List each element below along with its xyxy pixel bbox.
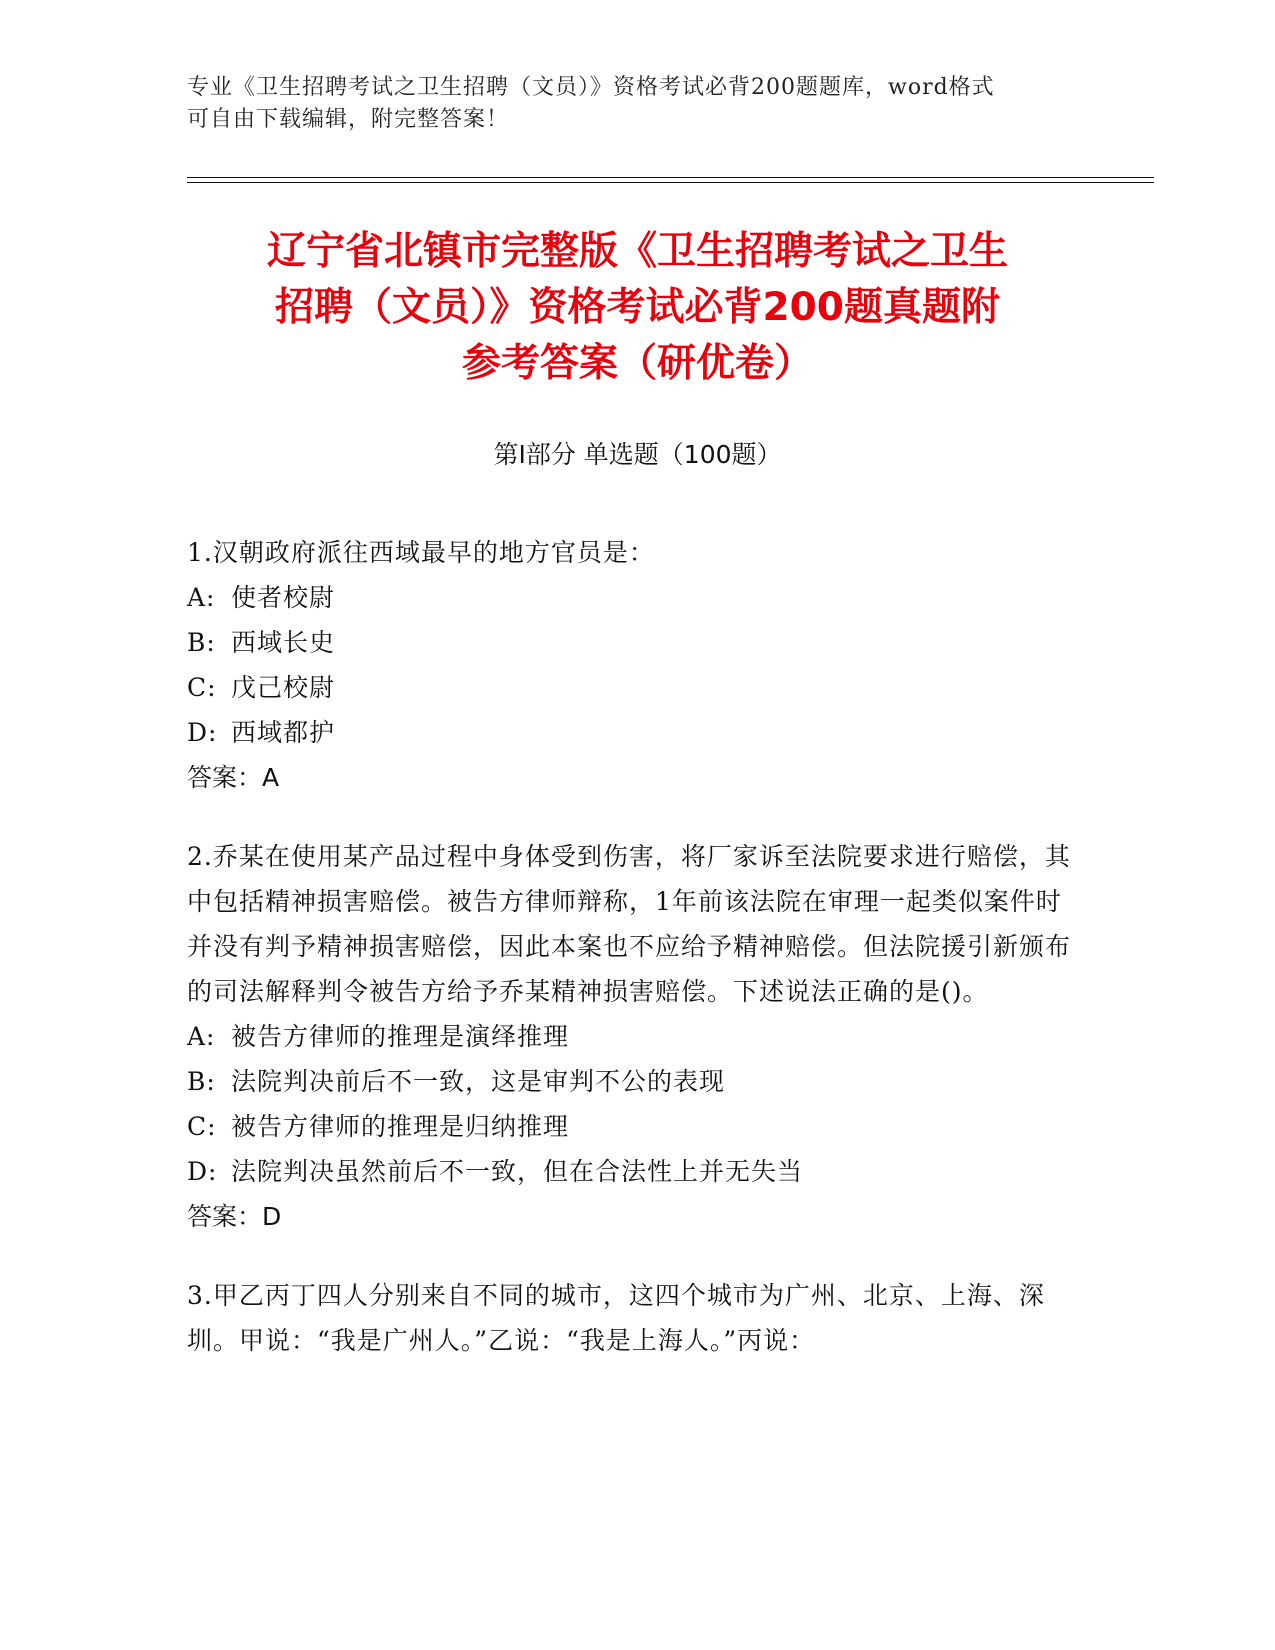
option-text: 使者校尉: [231, 583, 336, 612]
question-stem: 1.汉朝政府派往西域最早的地方官员是：: [187, 538, 655, 567]
option-b: [187, 1059, 1087, 1104]
document-title-line-3: 参考答案（研优卷）: [461, 341, 813, 386]
option-key: A:: [187, 1022, 216, 1051]
header-rule-top: [187, 177, 1154, 178]
option-a: [187, 1014, 1087, 1059]
option-c: [187, 665, 1087, 710]
answer: 答案：A: [187, 763, 280, 792]
header-note-line-1: 专业《卫生招聘考试之卫生招聘（文员）》资格考试必背200题题库，word格式: [187, 75, 995, 100]
option-key: B:: [187, 1067, 216, 1096]
option-text: 被告方律师的推理是演绎推理: [231, 1022, 570, 1051]
header-note: [187, 72, 1067, 136]
option-key: C:: [187, 1112, 217, 1141]
option-text: 法院判决虽然前后不一致，但在合法性上并无失当: [231, 1157, 804, 1186]
header-rule-bottom: [187, 182, 1154, 183]
option-b: [187, 620, 1087, 665]
option-key: B:: [187, 628, 216, 657]
question-2: [187, 834, 1087, 1239]
section-title: 第Ⅰ部分 单选题（100题）: [493, 440, 782, 469]
option-key: D:: [187, 718, 218, 747]
option-text: 西域都护: [231, 718, 336, 747]
document-title-line-1: 辽宁省北镇市完整版《卫生招聘考试之卫生: [266, 229, 1008, 274]
question-list: [187, 530, 1087, 1397]
option-key: C:: [187, 673, 217, 702]
option-text: 戊己校尉: [231, 673, 336, 702]
option-d: [187, 1149, 1087, 1194]
document-title: [180, 224, 1095, 392]
document-title-line-2: 招聘（文员）》资格考试必背200题真题附: [275, 285, 1000, 330]
question-stem: 2.乔某在使用某产品过程中身体受到伤害，将厂家诉至法院要求进行赔偿，其中包括精神损害赔偿。被告方律师辩称，1年前该法院在审理一起类似案件时并没有判予精神损害赔偿，因此本案也不应给予精神赔偿。但法院援引新颁布的司法解释判令被告方给予乔某精神损害赔偿。下述说法正确的是()。: [187, 842, 1072, 1006]
option-key: A:: [187, 583, 216, 612]
question-3: [187, 1273, 1087, 1363]
option-a: [187, 575, 1087, 620]
question-1: [187, 530, 1087, 800]
header-note-line-2: 可自由下载编辑，附完整答案！: [187, 107, 510, 132]
question-stem: 3.甲乙丙丁四人分别来自不同的城市，这四个城市为广州、北京、上海、深圳。甲说：“我是广州人。”乙说：“我是上海人。”丙说：: [187, 1281, 1045, 1355]
option-text: 西域长史: [231, 628, 336, 657]
option-text: 被告方律师的推理是归纳推理: [231, 1112, 570, 1141]
option-text: 法院判决前后不一致，这是审判不公的表现: [231, 1067, 726, 1096]
option-key: D:: [187, 1157, 218, 1186]
option-c: [187, 1104, 1087, 1149]
answer: 答案：D: [187, 1202, 282, 1231]
option-d: [187, 710, 1087, 755]
